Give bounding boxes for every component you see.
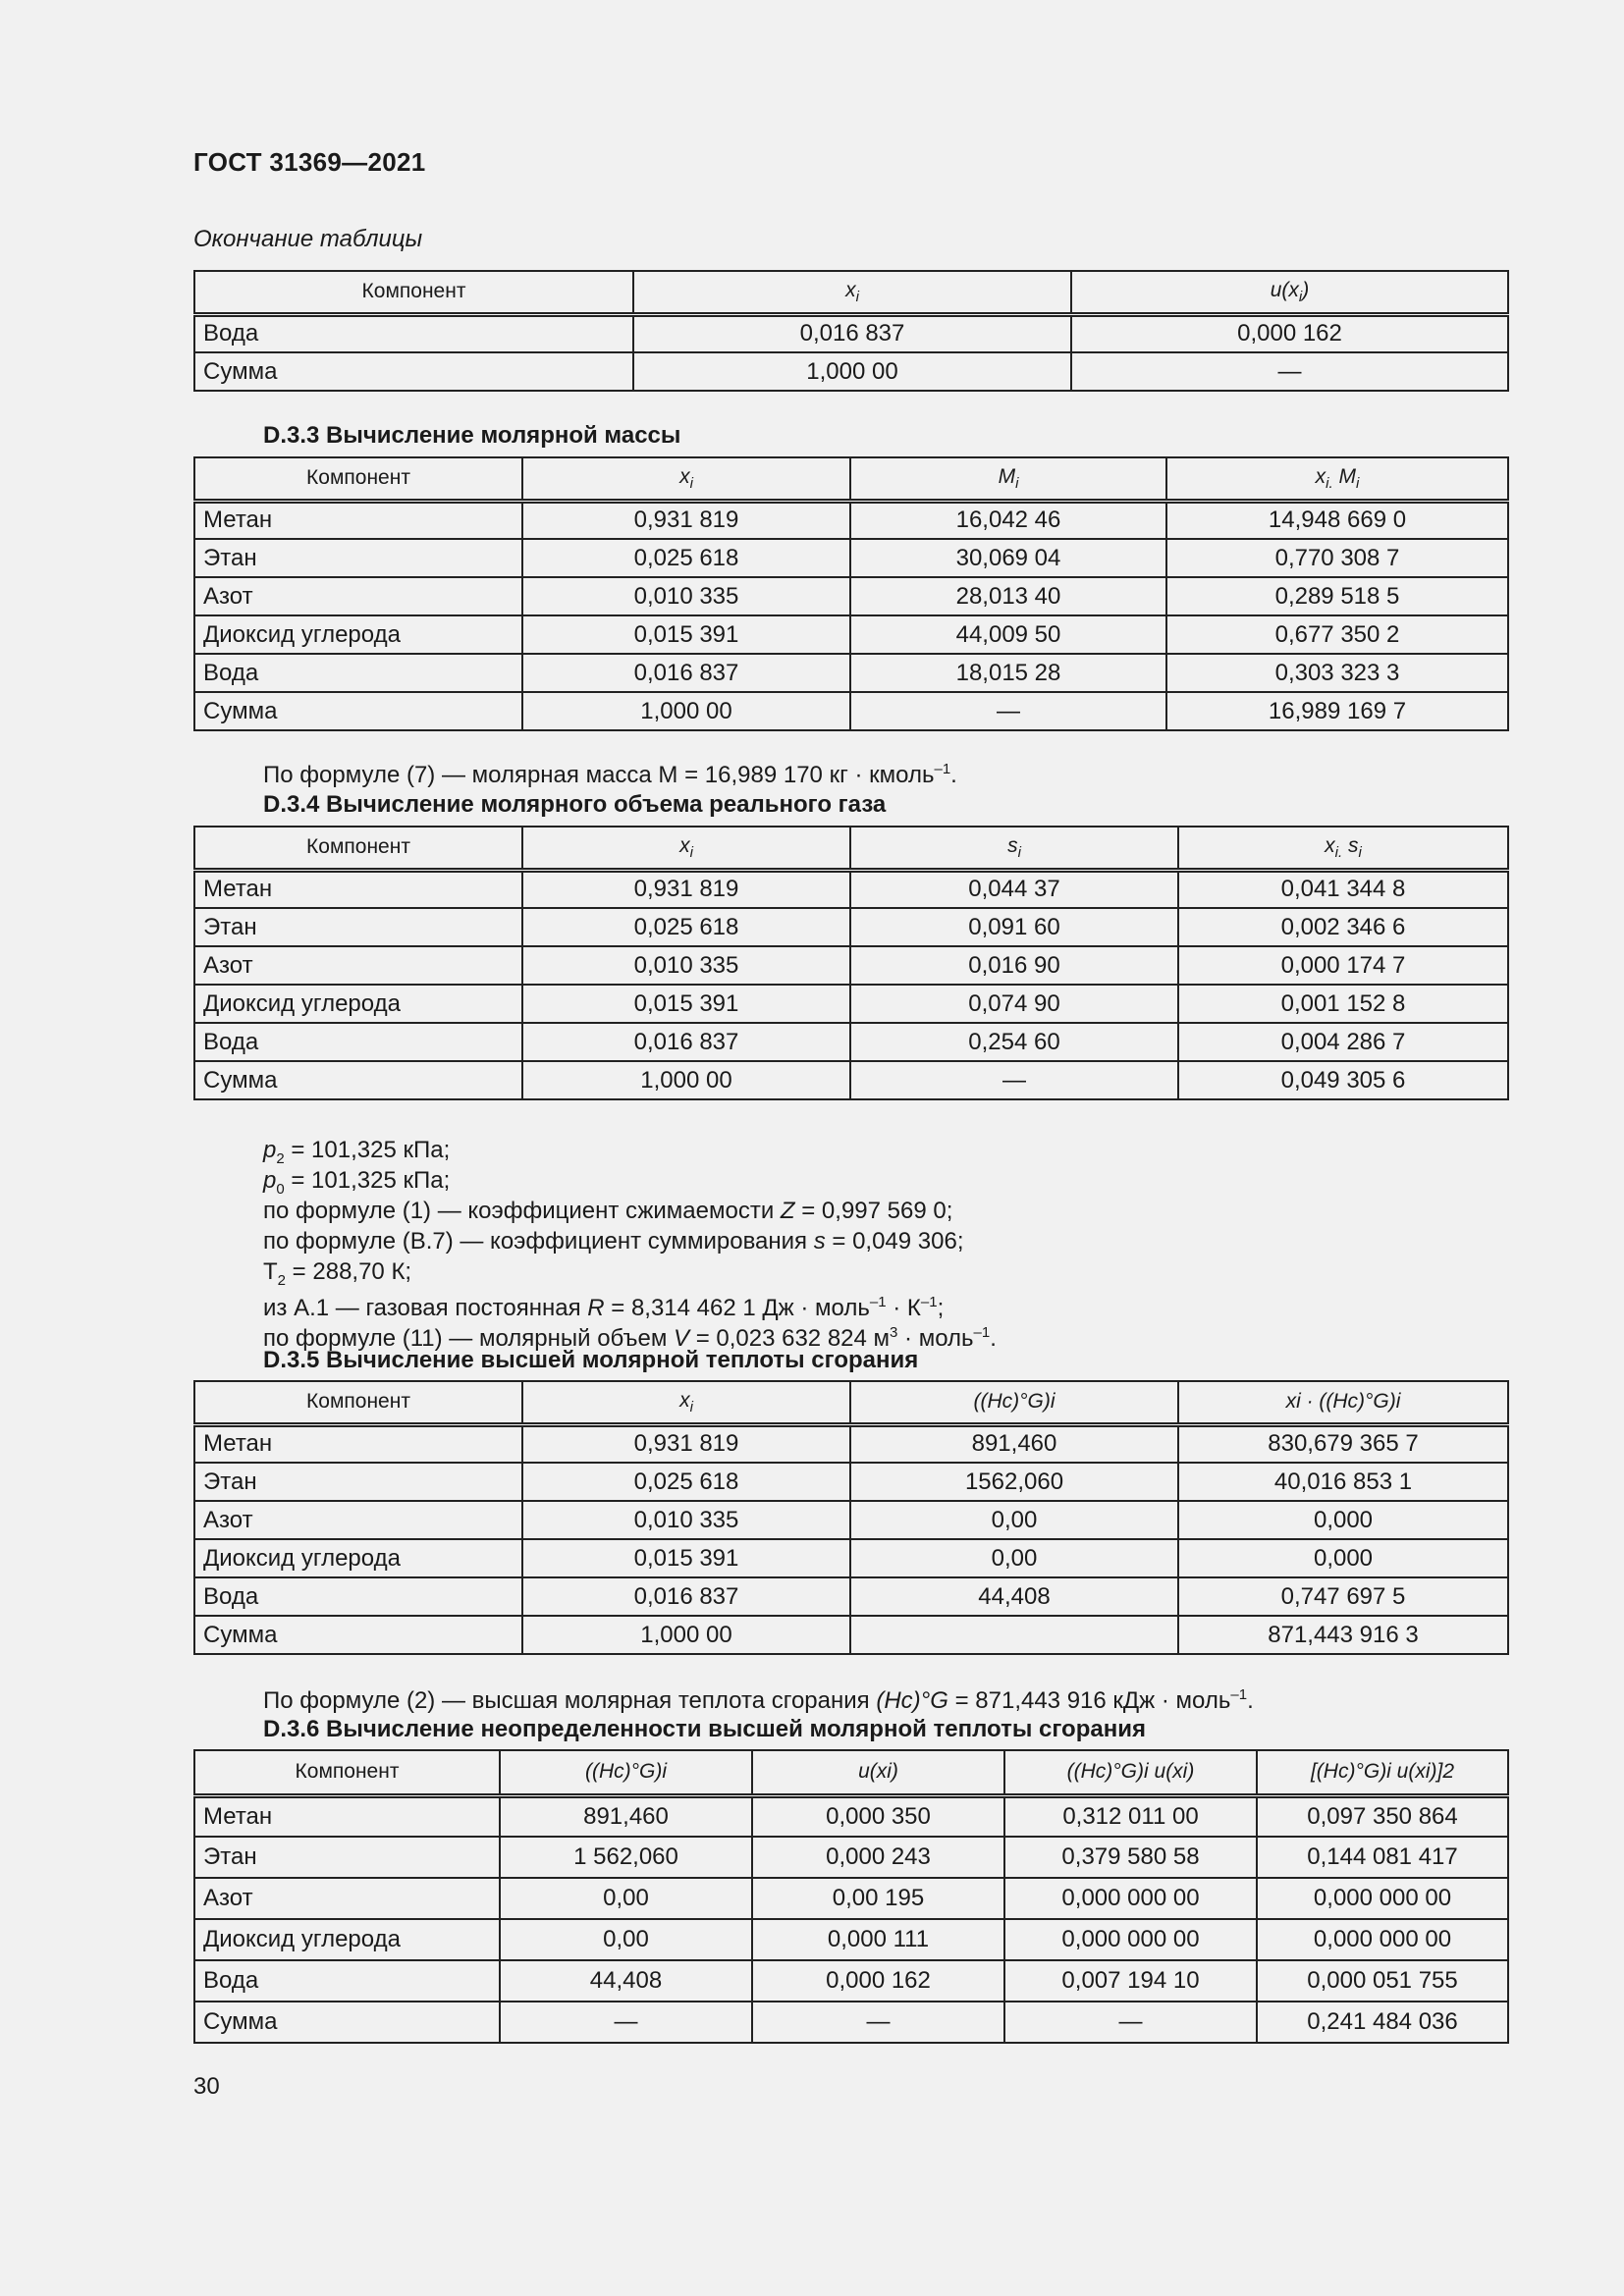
col-header-u: $u(x_i)$ xyxy=(1071,271,1508,314)
table-row xyxy=(194,1960,1508,2002)
row-label-cell: Сумма xyxy=(194,1616,522,1654)
value-cell: 16,042 46 xyxy=(850,501,1166,539)
value-cell: 0,044 37 xyxy=(850,870,1178,908)
value-cell: 1562,060 xyxy=(850,1463,1178,1501)
row-label-cell: Азот xyxy=(194,946,522,985)
value-cell: 0,049 305 6 xyxy=(1178,1061,1508,1099)
row-label-cell: Этан xyxy=(194,1837,500,1878)
row-label-cell: Метан xyxy=(194,870,522,908)
value-cell: 830,679 365 7 xyxy=(1178,1424,1508,1463)
table-row xyxy=(194,501,1508,539)
row-label-cell: Метан xyxy=(194,1795,500,1837)
col-header-x: $x_i$ xyxy=(522,827,850,870)
value-cell: 1,000 00 xyxy=(633,352,1071,391)
value-cell: 0,016 837 xyxy=(522,654,850,692)
value-cell: 0,00 xyxy=(850,1501,1178,1539)
table-heat-combustion xyxy=(193,1380,1509,1655)
heat-combustion-result: По формуле (2) — высшая молярная теплота сгорания (Hc)°G = 871,443 916 кДж · моль$^{-1}$. xyxy=(263,1686,1254,1714)
value-cell: 0,041 344 8 xyxy=(1178,870,1508,908)
value-cell: 0,025 618 xyxy=(522,539,850,577)
value-cell: 0,677 350 2 xyxy=(1166,615,1508,654)
table-row xyxy=(194,352,1508,391)
parameters-list xyxy=(263,1135,997,1352)
table-row xyxy=(194,615,1508,654)
value-cell: 0,931 819 xyxy=(522,870,850,908)
table-row xyxy=(194,908,1508,946)
row-label-cell: Азот xyxy=(194,577,522,615)
value-cell: 0,000 174 7 xyxy=(1178,946,1508,985)
section-d34-title: D.3.4 Вычисление молярного объема реального газа xyxy=(263,791,887,818)
value-cell: 30,069 04 xyxy=(850,539,1166,577)
row-label-cell: Этан xyxy=(194,1463,522,1501)
col-header-x: $x_i$ xyxy=(522,457,850,501)
value-cell: 44,009 50 xyxy=(850,615,1166,654)
param-p2: $p_2 = 101,325$ кПа; xyxy=(263,1137,451,1167)
col-header-square: [(Hc)°G)i u(xi)]2 xyxy=(1257,1750,1508,1795)
value-cell: — xyxy=(1071,352,1508,391)
molar-mass-result: По формуле (7) — молярная масса М = 16,989 170 кг · кмоль$^{-1}$. xyxy=(263,761,957,788)
param-v: по формуле (11) — молярный объем V = 0,023 632 824 $м^3$ · моль$^{-1}$. xyxy=(263,1324,997,1352)
row-label-cell: Сумма xyxy=(194,352,633,391)
value-cell: 28,013 40 xyxy=(850,577,1166,615)
row-label-cell: Вода xyxy=(194,1023,522,1061)
col-header-component: Компонент xyxy=(194,271,633,314)
value-cell: 0,000 000 00 xyxy=(1257,1878,1508,1919)
value-cell: 0,000 162 xyxy=(752,1960,1004,2002)
value-cell: 0,097 350 864 xyxy=(1257,1795,1508,1837)
value-cell: 871,443 916 3 xyxy=(1178,1616,1508,1654)
standard-header: ГОСТ 31369—2021 xyxy=(193,147,426,177)
value-cell: 40,016 853 1 xyxy=(1178,1463,1508,1501)
table-row xyxy=(194,1919,1508,1960)
param-t2: $T_2 = 288,70$ К; xyxy=(263,1258,412,1289)
row-label-cell: Вода xyxy=(194,1960,500,2002)
col-header-component: Компонент xyxy=(194,827,522,870)
table-row xyxy=(194,1795,1508,1837)
continuation-label: Окончание таблицы xyxy=(193,226,423,252)
value-cell: 0,254 60 xyxy=(850,1023,1178,1061)
value-cell: 0,004 286 7 xyxy=(1178,1023,1508,1061)
value-cell: 1,000 00 xyxy=(522,1616,850,1654)
col-header-m: $M_i$ xyxy=(850,457,1166,501)
table-row xyxy=(194,654,1508,692)
row-label-cell: Этан xyxy=(194,908,522,946)
table-row xyxy=(194,1616,1508,1654)
table-row xyxy=(194,1424,1508,1463)
value-cell: 14,948 669 0 xyxy=(1166,501,1508,539)
value-cell: 0,015 391 xyxy=(522,1539,850,1577)
param-r: из А.1 — газовая постоянная R = 8,314 462 1 Дж · моль$^{-1}$ · $К^{-1}$; xyxy=(263,1294,945,1321)
value-cell: 891,460 xyxy=(850,1424,1178,1463)
value-cell: — xyxy=(850,692,1166,730)
value-cell: 0,289 518 5 xyxy=(1166,577,1508,615)
value-cell: 0,931 819 xyxy=(522,1424,850,1463)
value-cell: — xyxy=(500,2002,752,2043)
value-cell: 0,016 837 xyxy=(522,1577,850,1616)
row-label-cell: Азот xyxy=(194,1501,522,1539)
table-row xyxy=(194,314,1508,352)
row-label-cell: Сумма xyxy=(194,2002,500,2043)
table-row xyxy=(194,539,1508,577)
value-cell: 0,016 90 xyxy=(850,946,1178,985)
value-cell: 891,460 xyxy=(500,1795,752,1837)
value-cell: 0,074 90 xyxy=(850,985,1178,1023)
value-cell: 0,000 111 xyxy=(752,1919,1004,1960)
table-row xyxy=(194,870,1508,908)
value-cell: 0,931 819 xyxy=(522,501,850,539)
row-label-cell: Диоксид углерода xyxy=(194,615,522,654)
row-label-cell: Этан xyxy=(194,539,522,577)
value-cell: — xyxy=(850,1061,1178,1099)
row-label-cell: Диоксид углерода xyxy=(194,1539,522,1577)
page-number: 30 xyxy=(193,2073,220,2100)
col-header-x: $x_i$ xyxy=(522,1381,850,1424)
section-d36-title: D.3.6 Вычисление неопределенности высшей молярной теплоты сгорания xyxy=(263,1716,1146,1742)
value-cell: 0,091 60 xyxy=(850,908,1178,946)
value-cell: 0,000 162 xyxy=(1071,314,1508,352)
col-header-product: $x_{i.}$ $s_i$ xyxy=(1178,827,1508,870)
table-row xyxy=(194,985,1508,1023)
value-cell: 0,015 391 xyxy=(522,615,850,654)
value-cell: 0,144 081 417 xyxy=(1257,1837,1508,1878)
value-cell: 0,015 391 xyxy=(522,985,850,1023)
value-cell: 0,025 618 xyxy=(522,1463,850,1501)
value-cell: 0,000 000 00 xyxy=(1257,1919,1508,1960)
value-cell: 0,010 335 xyxy=(522,946,850,985)
col-header-u: u(xi) xyxy=(752,1750,1004,1795)
value-cell: 18,015 28 xyxy=(850,654,1166,692)
table-row xyxy=(194,692,1508,730)
value-cell: — xyxy=(1004,2002,1257,2043)
row-label-cell: Вода xyxy=(194,314,633,352)
value-cell: 0,000 350 xyxy=(752,1795,1004,1837)
table-row xyxy=(194,946,1508,985)
table-molar-volume xyxy=(193,826,1509,1100)
value-cell: 0,303 323 3 xyxy=(1166,654,1508,692)
row-label-cell: Сумма xyxy=(194,692,522,730)
table-row xyxy=(194,1539,1508,1577)
value-cell: 0,016 837 xyxy=(522,1023,850,1061)
row-label-cell: Метан xyxy=(194,501,522,539)
col-header-x: $x_i$ xyxy=(633,271,1071,314)
param-p0: $p_0 = 101,325$ кПа; xyxy=(263,1167,451,1198)
value-cell: 0,00 195 xyxy=(752,1878,1004,1919)
value-cell: 0,312 011 00 xyxy=(1004,1795,1257,1837)
table-uncertainty xyxy=(193,1749,1509,2044)
col-header-component: Компонент xyxy=(194,1750,500,1795)
param-s: по формуле (В.7) — коэффициент суммирования s = 0,049 306; xyxy=(263,1228,964,1255)
section-d35-title: D.3.5 Вычисление высшей молярной теплоты сгорания xyxy=(263,1347,919,1373)
row-label-cell: Вода xyxy=(194,654,522,692)
col-header-component: Компонент xyxy=(194,457,522,501)
table-row xyxy=(194,1023,1508,1061)
table-molar-mass xyxy=(193,456,1509,731)
value-cell: 0,016 837 xyxy=(633,314,1071,352)
row-label-cell: Метан xyxy=(194,1424,522,1463)
col-header-component: Компонент xyxy=(194,1381,522,1424)
value-cell: 0,000 xyxy=(1178,1539,1508,1577)
col-header-s: $s_i$ xyxy=(850,827,1178,870)
value-cell: 0,010 335 xyxy=(522,577,850,615)
section-d33-title: D.3.3 Вычисление молярной массы xyxy=(263,422,681,449)
value-cell: 44,408 xyxy=(850,1577,1178,1616)
param-z: по формуле (1) — коэффициент сжимаемости Z = 0,997 569 0; xyxy=(263,1198,953,1224)
value-cell: 0,000 xyxy=(1178,1501,1508,1539)
value-cell: 0,000 051 755 xyxy=(1257,1960,1508,2002)
table-row xyxy=(194,1577,1508,1616)
row-label-cell: Диоксид углерода xyxy=(194,1919,500,1960)
value-cell xyxy=(850,1616,1178,1654)
value-cell: 1 562,060 xyxy=(500,1837,752,1878)
table-row xyxy=(194,577,1508,615)
value-cell: 0,001 152 8 xyxy=(1178,985,1508,1023)
value-cell: 0,007 194 10 xyxy=(1004,1960,1257,2002)
value-cell: 0,747 697 5 xyxy=(1178,1577,1508,1616)
col-header-product: $x_{i.}$ $M_i$ xyxy=(1166,457,1508,501)
value-cell: 0,241 484 036 xyxy=(1257,2002,1508,2043)
value-cell: 0,000 000 00 xyxy=(1004,1919,1257,1960)
value-cell: 0,000 000 00 xyxy=(1004,1878,1257,1919)
value-cell: 0,379 580 58 xyxy=(1004,1837,1257,1878)
value-cell: 0,00 xyxy=(500,1919,752,1960)
value-cell: 16,989 169 7 xyxy=(1166,692,1508,730)
value-cell: 0,025 618 xyxy=(522,908,850,946)
value-cell: — xyxy=(752,2002,1004,2043)
col-header-product: ((Hc)°G)i u(xi) xyxy=(1004,1750,1257,1795)
value-cell: 44,408 xyxy=(500,1960,752,2002)
col-header-hc: ((Hc)°G)i xyxy=(850,1381,1178,1424)
value-cell: 0,770 308 7 xyxy=(1166,539,1508,577)
row-label-cell: Азот xyxy=(194,1878,500,1919)
value-cell: 0,00 xyxy=(500,1878,752,1919)
table-row xyxy=(194,1837,1508,1878)
table-continuation xyxy=(193,270,1509,392)
value-cell: 0,00 xyxy=(850,1539,1178,1577)
value-cell: 0,000 243 xyxy=(752,1837,1004,1878)
value-cell: 0,010 335 xyxy=(522,1501,850,1539)
row-label-cell: Вода xyxy=(194,1577,522,1616)
col-header-hc: ((Hc)°G)i xyxy=(500,1750,752,1795)
row-label-cell: Сумма xyxy=(194,1061,522,1099)
value-cell: 1,000 00 xyxy=(522,1061,850,1099)
table-row xyxy=(194,1878,1508,1919)
value-cell: 0,002 346 6 xyxy=(1178,908,1508,946)
row-label-cell: Диоксид углерода xyxy=(194,985,522,1023)
col-header-product: xi · ((Hc)°G)i xyxy=(1178,1381,1508,1424)
table-row xyxy=(194,1501,1508,1539)
value-cell: 1,000 00 xyxy=(522,692,850,730)
table-row xyxy=(194,1463,1508,1501)
table-row xyxy=(194,2002,1508,2043)
table-row xyxy=(194,1061,1508,1099)
